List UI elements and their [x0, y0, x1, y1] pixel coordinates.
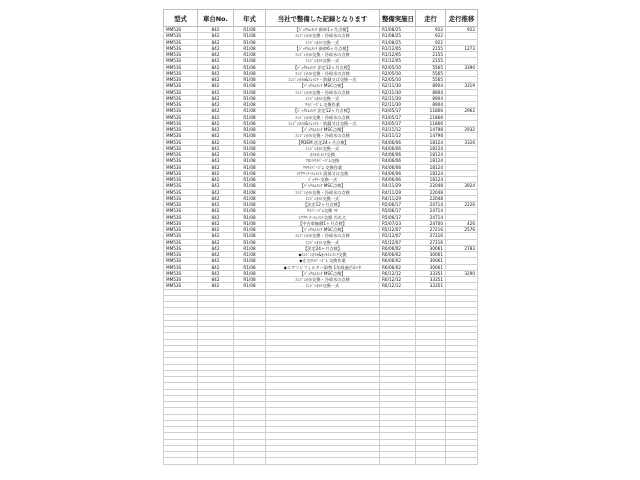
cell-year: R1/08 [234, 277, 266, 283]
cell-year: R1/08 [234, 77, 266, 83]
cell-model: MM53S [164, 83, 198, 89]
cell-model: MM53S [164, 158, 198, 164]
cell-chassis-no: 842 [198, 127, 234, 133]
cell-record: 【ﾊﾞｯｸﾙﾑﾒﾝﾃ MSC点検】 [266, 270, 380, 276]
cell-date: R4/06/06 [380, 177, 416, 183]
cell-year: R1/08 [234, 27, 266, 33]
cell-mileage: 11866 [416, 120, 446, 126]
cell-model: MM53S [164, 195, 198, 201]
cell-mileage: 33351 [416, 277, 446, 283]
cell-model: MM53S [164, 58, 198, 64]
cell-year: R1/08 [234, 177, 266, 183]
cell-date: R5/07/23 [380, 220, 416, 226]
cell-mileage: 18124 [416, 139, 446, 145]
cell-record: 【法定24ヶ月点検】 [266, 245, 380, 251]
cell-mileage: 33351 [416, 270, 446, 276]
cell-date: R4/06/06 [380, 164, 416, 170]
cell-mileage: 27216 [416, 233, 446, 239]
cell-model: MM53S [164, 264, 198, 270]
cell-record: 【ﾊﾞｯｸﾙﾑﾒﾝﾃ MSC点検】 [266, 227, 380, 233]
cell-year: R1/08 [234, 114, 266, 120]
cell-model: MM53S [164, 220, 198, 226]
cell-record: ｴﾝｼﾞﾝｵｲﾙ交換一式 [266, 39, 380, 45]
cell-year: R1/08 [234, 164, 266, 170]
cell-model: MM53S [164, 52, 198, 58]
cell-mileage: 2155 [416, 58, 446, 64]
cell-chassis-no: 842 [198, 95, 234, 101]
empty-cell [234, 458, 266, 464]
cell-year: R1/08 [234, 139, 266, 145]
cell-mileage: 922 [416, 33, 446, 39]
cell-chassis-no: 842 [198, 152, 234, 158]
cell-mileage: 2155 [416, 45, 446, 51]
cell-year: R1/08 [234, 102, 266, 108]
cell-chassis-no: 842 [198, 202, 234, 208]
cell-mileage-change: 3290 [446, 270, 478, 276]
cell-date: R4/11/29 [380, 183, 416, 189]
cell-mileage: 24714 [416, 202, 446, 208]
cell-date: R5/06/17 [380, 214, 416, 220]
cell-chassis-no: 842 [198, 89, 234, 95]
cell-date: R4/06/06 [380, 152, 416, 158]
empty-cell [416, 458, 446, 464]
cell-record: ﾜｲﾊﾟｰｺﾞﾑ 交換作業 [266, 102, 380, 108]
cell-year: R1/08 [234, 39, 266, 45]
cell-record: ◆左右ﾜｲﾊﾟｰｺﾞﾑ 交換作業 [266, 258, 380, 264]
cell-year: R1/08 [234, 208, 266, 214]
cell-date: R2/11/30 [380, 83, 416, 89]
cell-date: R5/12/07 [380, 239, 416, 245]
cell-date: R6/06/02 [380, 264, 416, 270]
cell-mileage: 11866 [416, 114, 446, 120]
cell-mileage: 18124 [416, 164, 446, 170]
cell-mileage: 30061 [416, 258, 446, 264]
cell-year: R1/08 [234, 252, 266, 258]
cell-year: R1/08 [234, 270, 266, 276]
cell-mileage-change: 3319 [446, 83, 478, 89]
cell-chassis-no: 842 [198, 114, 234, 120]
cell-record: ｴﾝｼﾞﾝｵｲﾙ交換・冷却水の点検 [266, 233, 380, 239]
cell-mileage-change: 2576 [446, 227, 478, 233]
cell-chassis-no: 842 [198, 183, 234, 189]
cell-mileage: 5565 [416, 77, 446, 83]
cell-date: R5/06/17 [380, 208, 416, 214]
cell-year: R1/08 [234, 170, 266, 176]
cell-record: ｴﾝｼﾞﾝｵｲﾙ交換一式 [266, 145, 380, 151]
cell-record: 【ﾊﾞｯｸﾙﾑﾒﾝﾃ 法定12ヶ月点検】 [266, 64, 380, 70]
header-row [164, 10, 478, 27]
cell-chassis-no: 842 [198, 277, 234, 283]
cell-model: MM53S [164, 214, 198, 220]
cell-model: MM53S [164, 258, 198, 264]
cell-chassis-no: 842 [198, 133, 234, 139]
cell-chassis-no: 842 [198, 233, 234, 239]
cell-model: MM53S [164, 245, 198, 251]
cell-chassis-no: 842 [198, 283, 234, 289]
cell-chassis-no: 842 [198, 70, 234, 76]
cell-date: R4/06/06 [380, 145, 416, 151]
cell-mileage: 18124 [416, 170, 446, 176]
cell-chassis-no: 842 [198, 39, 234, 45]
cell-record: ｴﾝｼﾞﾝｵｲﾙ交換・冷却水の点検 [266, 70, 380, 76]
cell-chassis-no: 842 [198, 52, 234, 58]
cell-mileage-change: 3326 [446, 139, 478, 145]
cell-chassis-no: 842 [198, 77, 234, 83]
cell-model: MM53S [164, 70, 198, 76]
cell-mileage: 18124 [416, 177, 446, 183]
cell-chassis-no: 842 [198, 239, 234, 245]
cell-model: MM53S [164, 95, 198, 101]
cell-date: R1/08/25 [380, 27, 416, 33]
cell-model: MM53S [164, 202, 198, 208]
cell-date: R6/12/12 [380, 277, 416, 283]
cell-mileage: 24714 [416, 214, 446, 220]
cell-chassis-no: 842 [198, 108, 234, 114]
table-body [164, 27, 478, 465]
cell-year: R1/08 [234, 83, 266, 89]
cell-mileage-change: 426 [446, 220, 478, 226]
cell-model: MM53S [164, 145, 198, 151]
cell-record: 【ﾊﾞｯｸﾙﾑﾒﾝﾃ MSC点検】 [266, 83, 380, 89]
cell-chassis-no: 842 [198, 264, 234, 270]
cell-date: R2/05/10 [380, 70, 416, 76]
cell-mileage: 8904 [416, 89, 446, 95]
cell-mileage: 27216 [416, 239, 446, 245]
cell-date: R2/05/10 [380, 77, 416, 83]
cell-date: R3/05/17 [380, 120, 416, 126]
cell-model: MM53S [164, 270, 198, 276]
cell-record: 【ﾊﾞｯｸﾙﾑﾒﾝﾃ 新車6ヶ月点検】 [266, 45, 380, 51]
cell-model: MM53S [164, 183, 198, 189]
cell-year: R1/08 [234, 145, 266, 151]
cell-mileage: 22048 [416, 183, 446, 189]
cell-date: R2/11/30 [380, 89, 416, 95]
cell-mileage-change: 1273 [446, 45, 478, 51]
cell-record: ｴﾝｼﾞﾝｵｲﾙ交換・冷却水の点検 [266, 33, 380, 39]
cell-year: R1/08 [234, 95, 266, 101]
cell-mileage: 33351 [416, 283, 446, 289]
cell-mileage-change: 2783 [446, 245, 478, 251]
header-chassis-no: 車台No. [198, 10, 234, 27]
cell-mileage: 18124 [416, 158, 446, 164]
cell-chassis-no: 842 [198, 177, 234, 183]
cell-date: R3/11/12 [380, 127, 416, 133]
cell-model: MM53S [164, 252, 198, 258]
cell-year: R1/08 [234, 183, 266, 189]
cell-record: 【ﾊﾞｯｸﾙﾑﾒﾝﾃ 法定12ヶ月点検】 [266, 108, 380, 114]
cell-model: MM53S [164, 39, 198, 45]
cell-record: ｴﾝｼﾞﾝｵｲﾙ&ｴﾚﾒﾝﾄ・防錆又は交換一式 [266, 120, 380, 126]
cell-date: R4/06/06 [380, 170, 416, 176]
cell-chassis-no: 842 [198, 145, 234, 151]
cell-chassis-no: 842 [198, 139, 234, 145]
cell-model: MM53S [164, 27, 198, 33]
cell-model: MM53S [164, 208, 198, 214]
cell-chassis-no: 842 [198, 45, 234, 51]
cell-record: ｴｱｸﾘｰﾅｰｴﾚﾒﾝﾄ 清掃又は交換 [266, 170, 380, 176]
cell-model: MM53S [164, 170, 198, 176]
cell-record: ｴﾝｼﾞﾝｵｲﾙ交換・冷却水の点検 [266, 52, 380, 58]
cell-year: R1/08 [234, 239, 266, 245]
cell-date: R6/06/02 [380, 245, 416, 251]
cell-year: R1/08 [234, 120, 266, 126]
cell-model: MM53S [164, 77, 198, 83]
cell-model: MM53S [164, 177, 198, 183]
cell-date: R5/06/17 [380, 202, 416, 208]
cell-model: MM53S [164, 227, 198, 233]
cell-chassis-no: 842 [198, 64, 234, 70]
header-record: 当社で整備した記録となります [266, 10, 380, 27]
cell-year: R1/08 [234, 52, 266, 58]
cell-record: ﾘﾔﾜｲﾊﾟｰｺﾞﾑ 交換作業 [266, 164, 380, 170]
cell-date: R1/12/05 [380, 45, 416, 51]
cell-record: ｴﾝｼﾞﾝｵｲﾙ交換一式 [266, 95, 380, 101]
cell-year: R1/08 [234, 158, 266, 164]
cell-record: ｴﾝｼﾞﾝｵｲﾙ交換・冷却水の点検 [266, 133, 380, 139]
cell-mileage: 18124 [416, 145, 446, 151]
cell-date: R6/06/02 [380, 258, 416, 264]
cell-date: R4/11/29 [380, 195, 416, 201]
cell-record: ◆ｴﾝｼﾞﾝｵｲﾙ&ｵｲﾙｴﾚﾒﾝﾄ交換 [266, 252, 380, 258]
cell-model: MM53S [164, 283, 198, 289]
cell-mileage: 24714 [416, 208, 446, 214]
maintenance-table [163, 9, 478, 465]
cell-year: R1/08 [234, 133, 266, 139]
cell-year: R1/08 [234, 152, 266, 158]
header-mileage: 走行 [416, 10, 446, 27]
cell-chassis-no: 842 [198, 83, 234, 89]
empty-cell [266, 458, 380, 464]
cell-record: 【ﾊﾞｯｸﾙﾑﾒﾝﾃ MSC点検】 [266, 127, 380, 133]
cell-chassis-no: 842 [198, 245, 234, 251]
cell-mileage: 5565 [416, 64, 446, 70]
cell-record: ｴﾝｼﾞﾝｵｲﾙ交換一式 [266, 283, 380, 289]
cell-mileage: 8904 [416, 95, 446, 101]
cell-date: R6/12/12 [380, 283, 416, 289]
cell-mileage-change: 2226 [446, 202, 478, 208]
cell-year: R1/08 [234, 220, 266, 226]
cell-date: R2/11/30 [380, 95, 416, 101]
cell-model: MM53S [164, 239, 198, 245]
cell-record: 【ﾊﾞｯｸﾙﾑﾒﾝﾃ MSC点検】 [266, 183, 380, 189]
cell-record: 【法定12ヶ月点検】 [266, 202, 380, 208]
cell-chassis-no: 842 [198, 27, 234, 33]
cell-record: 【PDEM 法定24ヶ月点検】 [266, 139, 380, 145]
cell-date: R1/08/25 [380, 39, 416, 45]
cell-mileage: 30061 [416, 264, 446, 270]
cell-record: ｴﾝｼﾞﾝｵｲﾙ交換・冷却水の点検 [266, 277, 380, 283]
cell-mileage-change: 2932 [446, 127, 478, 133]
cell-mileage: 8904 [416, 102, 446, 108]
cell-date: R5/12/07 [380, 233, 416, 239]
cell-model: MM53S [164, 164, 198, 170]
cell-mileage: 18124 [416, 152, 446, 158]
cell-year: R1/08 [234, 108, 266, 114]
cell-record: ｴﾝｼﾞﾝｵｲﾙ交換・冷却水の点検 [266, 189, 380, 195]
cell-model: MM53S [164, 45, 198, 51]
cell-record: ｴﾝｼﾞﾝｵｲﾙ交換一式 [266, 195, 380, 201]
cell-record: ｴﾝｼﾞﾝｵｲﾙ交換一式 [266, 58, 380, 64]
cell-date: R4/11/29 [380, 189, 416, 195]
cell-model: MM53S [164, 233, 198, 239]
cell-date: R6/12/12 [380, 270, 416, 276]
cell-mileage: 11866 [416, 108, 446, 114]
cell-date: R5/12/07 [380, 227, 416, 233]
cell-model: MM53S [164, 102, 198, 108]
cell-year: R1/08 [234, 189, 266, 195]
cell-record: ◆エアコンフィルター取替 1年経過汚れ中 [266, 264, 380, 270]
header-model: 型式 [164, 10, 198, 27]
cell-mileage: 8904 [416, 83, 446, 89]
cell-model: MM53S [164, 133, 198, 139]
cell-record: ｴﾝｼﾞﾝｵｲﾙ交換・冷却水の点検 [266, 114, 380, 120]
cell-year: R1/08 [234, 233, 266, 239]
cell-chassis-no: 842 [198, 270, 234, 276]
cell-model: MM53S [164, 108, 198, 114]
cell-mileage: 22048 [416, 195, 446, 201]
header-year: 年式 [234, 10, 266, 27]
cell-date: R3/05/17 [380, 108, 416, 114]
cell-year: R1/08 [234, 58, 266, 64]
cell-chassis-no: 842 [198, 58, 234, 64]
cell-date: R6/06/02 [380, 252, 416, 258]
cell-date: R1/08/25 [380, 33, 416, 39]
cell-year: R1/08 [234, 283, 266, 289]
cell-model: MM53S [164, 33, 198, 39]
cell-mileage: 922 [416, 27, 446, 33]
cell-model: MM53S [164, 277, 198, 283]
cell-record: ｴﾝｼﾞﾝｵｲﾙ交換一式 [266, 239, 380, 245]
cell-model: MM53S [164, 127, 198, 133]
cell-date: R2/05/10 [380, 64, 416, 70]
empty-cell [446, 458, 478, 464]
cell-record: ｴﾝｼﾞﾝｵｲﾙ交換・冷却水の点検 [266, 89, 380, 95]
cell-record: ｴﾝｼﾞﾝｵｲﾙ&ｴﾚﾒﾝﾄ・防錆又は交換一式 [266, 77, 380, 83]
cell-year: R1/08 [234, 195, 266, 201]
cell-chassis-no: 842 [198, 220, 234, 226]
cell-year: R1/08 [234, 70, 266, 76]
cell-record: ﾊﾞｯﾃﾘｰ交換一式 [266, 177, 380, 183]
cell-record: 【ﾊﾞｯｸﾙﾑﾒﾝﾃ 新車1ヶ月点検】 [266, 27, 380, 33]
cell-date: R4/06/06 [380, 158, 416, 164]
cell-date: R3/05/17 [380, 114, 416, 120]
cell-date: R2/11/30 [380, 102, 416, 108]
cell-year: R1/08 [234, 214, 266, 220]
cell-model: MM53S [164, 152, 198, 158]
cell-year: R1/08 [234, 33, 266, 39]
cell-record: ｵｲﾙｴﾚﾒﾝﾄ交換 [266, 152, 380, 158]
cell-mileage: 922 [416, 39, 446, 45]
cell-year: R1/08 [234, 64, 266, 70]
cell-mileage-change: 3924 [446, 183, 478, 189]
cell-year: R1/08 [234, 127, 266, 133]
cell-chassis-no: 842 [198, 214, 234, 220]
cell-chassis-no: 842 [198, 189, 234, 195]
cell-model: MM53S [164, 114, 198, 120]
cell-chassis-no: 842 [198, 170, 234, 176]
empty-row [164, 458, 478, 464]
header-date: 整備実施日 [380, 10, 416, 27]
cell-mileage: 30061 [416, 245, 446, 251]
cell-model: MM53S [164, 120, 198, 126]
cell-record: ｴｱｸﾘｰﾅｰｴﾚﾒﾝﾄ交換 汚れ大 [266, 214, 380, 220]
cell-mileage-change: 3390 [446, 64, 478, 70]
cell-mileage: 5565 [416, 70, 446, 76]
cell-mileage: 24700 [416, 220, 446, 226]
cell-record: ﾜｲﾊﾟｰｺﾞﾑ交換 ﾘﾔ [266, 208, 380, 214]
cell-year: R1/08 [234, 264, 266, 270]
cell-chassis-no: 842 [198, 102, 234, 108]
cell-year: R1/08 [234, 245, 266, 251]
empty-cell [164, 458, 198, 464]
cell-mileage: 22048 [416, 189, 446, 195]
header-mileage-change: 走行推移 [446, 10, 478, 27]
cell-chassis-no: 842 [198, 208, 234, 214]
cell-date: R1/12/05 [380, 58, 416, 64]
cell-mileage-change: 2962 [446, 108, 478, 114]
cell-mileage: 14798 [416, 127, 446, 133]
cell-chassis-no: 842 [198, 195, 234, 201]
cell-chassis-no: 842 [198, 227, 234, 233]
cell-mileage: 2155 [416, 52, 446, 58]
cell-year: R1/08 [234, 89, 266, 95]
cell-mileage-change: 922 [446, 27, 478, 33]
cell-record: 【中古車無償1ヶ月点検】 [266, 220, 380, 226]
cell-model: MM53S [164, 89, 198, 95]
cell-date: R4/06/06 [380, 139, 416, 145]
cell-model: MM53S [164, 189, 198, 195]
maintenance-record-sheet [163, 9, 477, 465]
cell-mileage: 14798 [416, 133, 446, 139]
cell-chassis-no: 842 [198, 33, 234, 39]
cell-year: R1/08 [234, 45, 266, 51]
cell-chassis-no: 842 [198, 258, 234, 264]
cell-chassis-no: 842 [198, 158, 234, 164]
empty-cell [380, 458, 416, 464]
cell-record: ﾌﾛﾝﾄﾜｲﾊﾟｰｺﾞﾑ交換 [266, 158, 380, 164]
cell-chassis-no: 842 [198, 252, 234, 258]
cell-date: R1/12/05 [380, 52, 416, 58]
cell-mileage: 27216 [416, 227, 446, 233]
cell-model: MM53S [164, 64, 198, 70]
cell-year: R1/08 [234, 202, 266, 208]
cell-mileage: 30061 [416, 252, 446, 258]
cell-model: MM53S [164, 139, 198, 145]
empty-cell [198, 458, 234, 464]
cell-year: R1/08 [234, 258, 266, 264]
cell-chassis-no: 842 [198, 164, 234, 170]
cell-chassis-no: 842 [198, 120, 234, 126]
cell-year: R1/08 [234, 227, 266, 233]
cell-date: R3/11/12 [380, 133, 416, 139]
